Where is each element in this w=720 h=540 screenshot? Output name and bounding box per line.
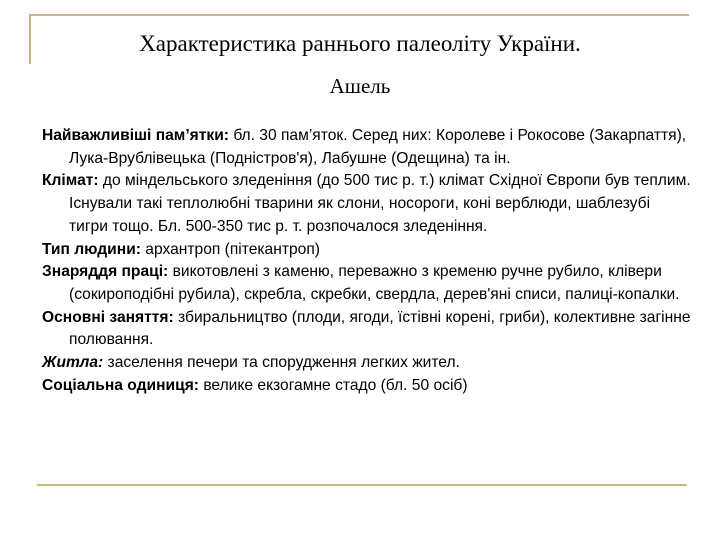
item-term: Житла: (42, 354, 104, 372)
list-item-human-type (42, 239, 692, 262)
item-term: Соціальна одиниця: (42, 376, 199, 394)
list-item-monuments (42, 125, 692, 170)
item-term: Тип людини: (42, 240, 141, 258)
decorative-vertical-line (29, 14, 31, 64)
list-item-social-unit (42, 375, 692, 398)
item-text: бл. 30 пам’яток. Серед них: Королеве і Рокосове (Закарпаття), Лука-Врублівецька (Подністров'я), Лабушне (Одещина) та ін. (69, 127, 687, 167)
item-term: Клімат: (42, 172, 99, 190)
list-item-climate (42, 170, 692, 238)
list-item-tools (42, 261, 692, 306)
item-term: Найважливіші пам’ятки: (42, 127, 229, 144)
item-term: Знаряддя праці: (42, 263, 169, 281)
slide-title: Характеристика раннього палеоліту України. (139, 31, 581, 56)
content-list (42, 125, 692, 397)
item-text: збиральництво (плоди, ягоди, їстівні корені, гриби), колективне загінне полювання. (69, 308, 691, 349)
slide-subtitle: Ашель (329, 74, 391, 98)
item-text: архантроп (пітекантроп) (140, 240, 320, 258)
item-text: велике екзогамне стадо (бл. 50 осіб) (198, 376, 468, 394)
list-item-dwellings (42, 352, 692, 375)
item-term: Основні заняття: (42, 308, 174, 326)
decorative-bottom-line (37, 484, 687, 486)
list-item-occupations (42, 307, 692, 352)
item-text: викотовлені з каменю, переважно з кременю ручне рубило, клівери (сокироподібні рубила), скребла, скребки, свердла, дерев'яні списи, палиці-копалки. (69, 263, 680, 303)
decorative-top-line (29, 14, 689, 16)
item-text: до міндельського зледеніння (до 500 тис р. т.) клімат Східної Європи був теплим. Існували такі теплолюбні тварини як слони, носороги, коні верблюди, шаблезубі тигри тощо. Бл. 500-350 тис р. т. розпочалося зледеніння. (69, 172, 691, 235)
item-text: заселення печери та спорудження легких жител. (103, 354, 460, 372)
